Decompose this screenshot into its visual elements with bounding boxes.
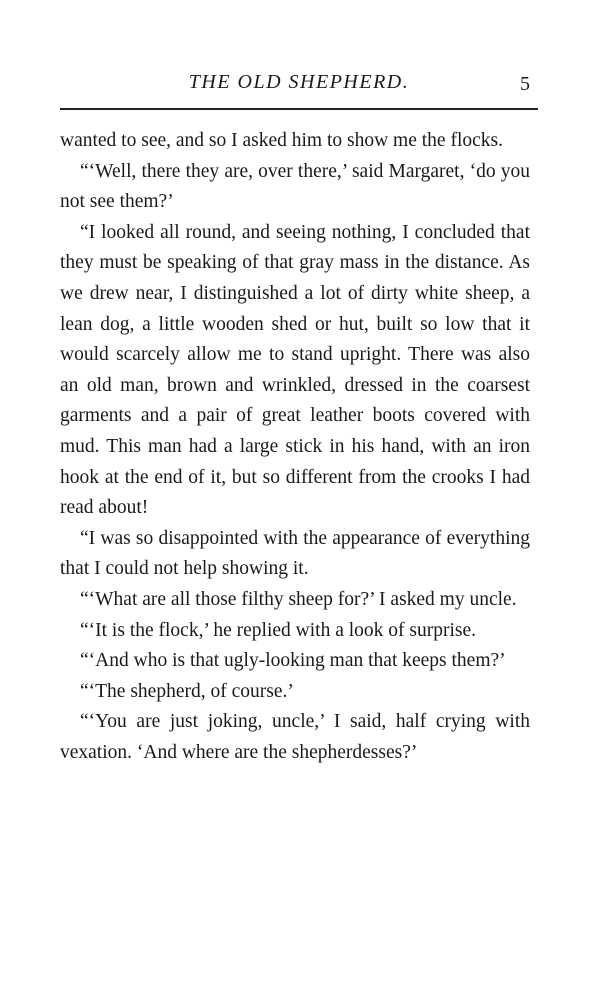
- paragraph: wanted to see, and so I asked him to show me the flocks.: [60, 130, 503, 151]
- running-head: [60, 68, 538, 100]
- paragraph: “I was so disappointed with the appearance of everything that I could not help showing it.: [60, 527, 530, 580]
- paragraph: “‘You are just joking, uncle,’ I said, half crying with vexation. ‘And where are the shepherdesses?’: [60, 711, 530, 763]
- header-rule: [60, 108, 538, 110]
- paragraph: “I looked all round, and seeing nothing, I concluded that they must be speaking of that gray mass in the distance. As we drew near, I distinguished a lot of dirty white sheep, a lean dog, a little wooden shed or hut, built so low that it would scarcely allow me to stand upright. There was also an old man, brown and wrinkled, dressed in the coarsest garments and a pair of great leather boots covered with mud. This man had a large stick in his hand, with an iron hook at the end of it, but so different from the crooks I had read about!: [60, 221, 530, 519]
- page-body: [60, 126, 530, 768]
- paragraph: “‘It is the flock,’ he replied with a look of surprise.: [80, 619, 477, 641]
- page-number: 5: [520, 73, 530, 95]
- paragraph: “‘And who is that ugly-looking man that keeps them?’: [80, 650, 506, 672]
- paragraph: “‘What are all those filthy sheep for?’ I asked my uncle.: [80, 588, 517, 610]
- paragraph: “‘Well, there they are, over there,’ said Margaret, ‘do you not see them?’: [60, 160, 530, 213]
- paragraph: “‘The shepherd, of course.’: [80, 680, 294, 702]
- running-title: THE OLD SHEPHERD.: [188, 71, 410, 93]
